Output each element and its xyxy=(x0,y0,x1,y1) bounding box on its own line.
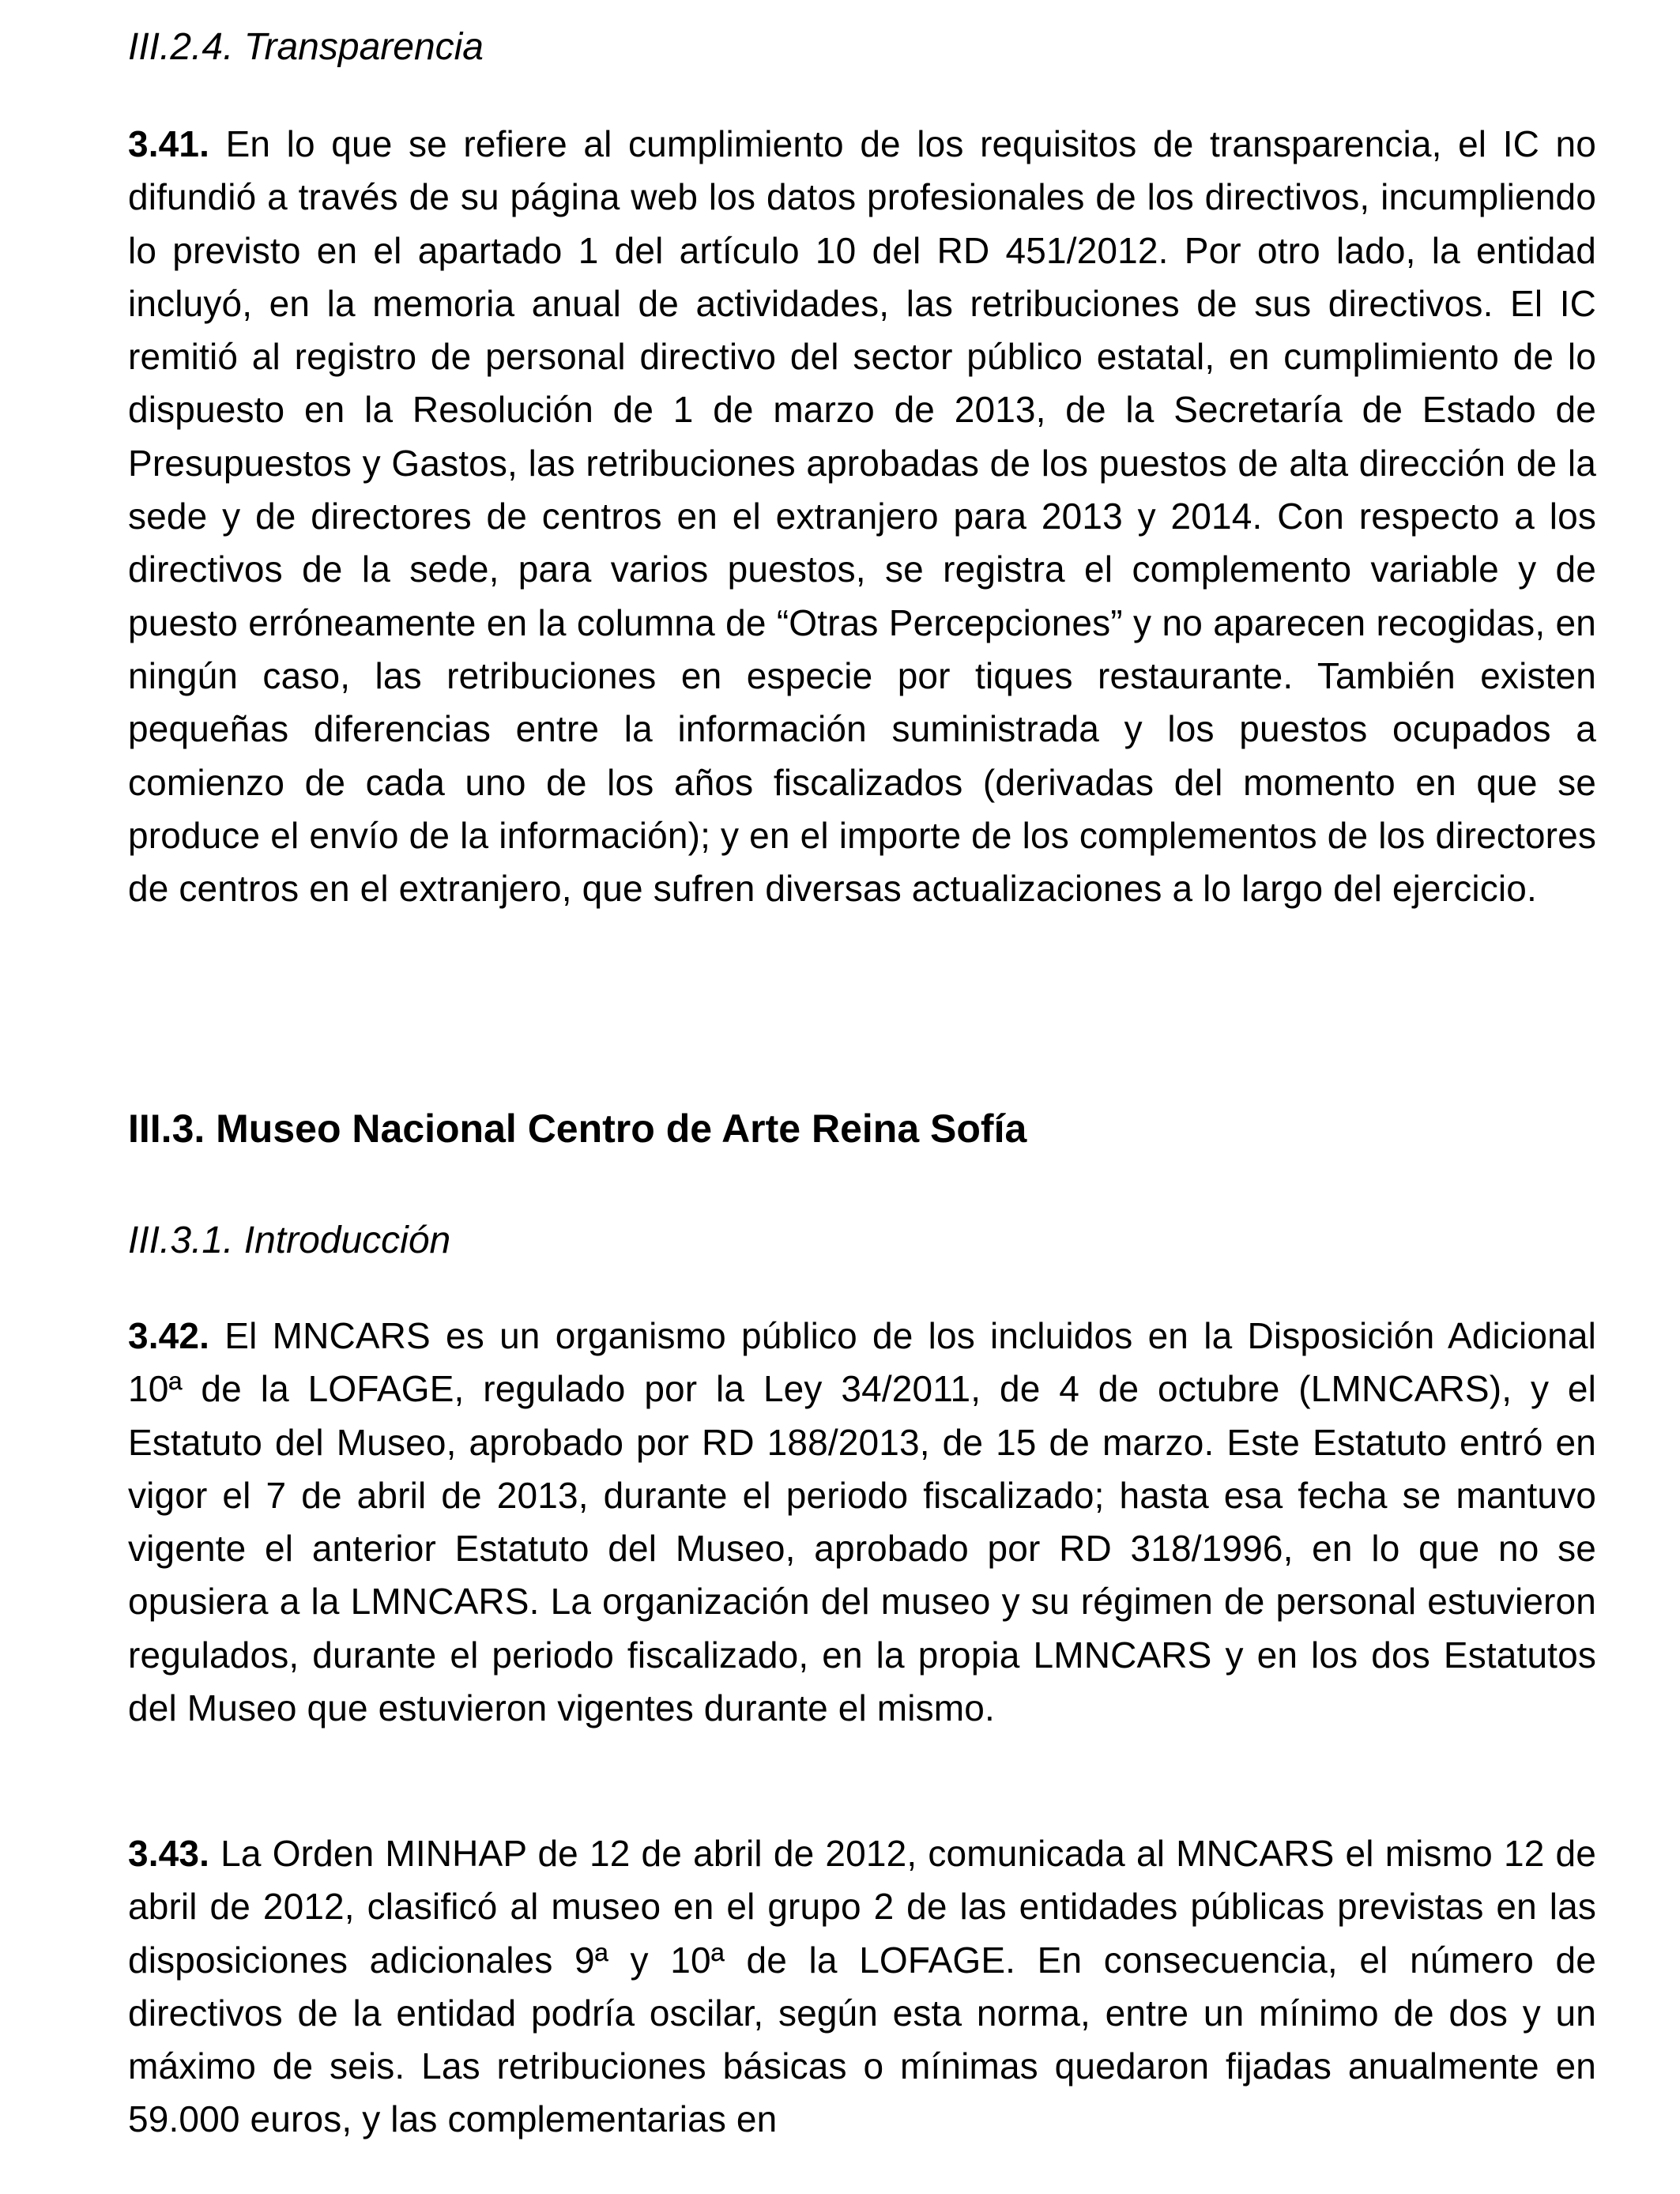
section-heading-museo: III.3. Museo Nacional Centro de Arte Reina Sofía xyxy=(128,1106,1027,1151)
paragraph-text: El MNCARS es un organismo público de los incluidos en la Disposición Adicional 10ª de la LOFAGE, regulado por la Ley 34/2011, de 4 de octubre (LMNCARS), y el Estatuto del Museo, aprobado por RD 188/2013, de 15 de marzo. Este Estatuto entró en vigor el 7 de abril de 2013, durante el periodo fiscalizado; hasta esa fecha se mantuvo vigente el anterior Estatuto del Museo, aprobado por RD 318/1996, en lo que no se opusiera a la LMNCARS. La organización del museo y su régimen de personal estuvieron regulados, durante el periodo fiscalizado, en la propia LMNCARS y en los dos Estatutos del Museo que estuvieron vigentes durante el mismo. xyxy=(128,1315,1596,1729)
paragraph-number: 3.41. xyxy=(128,123,210,164)
paragraph-number: 3.43. xyxy=(128,1833,210,1874)
paragraph-3-43 xyxy=(128,1827,1596,2147)
paragraph-text: En lo que se refiere al cumplimiento de los requisitos de transparencia, el IC no difundió a través de su página web los datos profesionales de los directivos, incumpliendo lo previsto en el apartado 1 del artículo 10 del RD 451/2012. Por otro lado, la entidad incluyó, en la memoria anual de actividades, las retribuciones de sus directivos. El IC remitió al registro de personal directivo del sector público estatal, en cumplimiento de lo dispuesto en la Resolución de 1 de marzo de 2013, de la Secretaría de Estado de Presupuestos y Gastos, las retribuciones aprobadas de los puestos de alta dirección de la sede y de directores de centros en el extranjero para 2013 y 2014. Con respecto a los directivos de la sede, para varios puestos, se registra el complemento variable y de puesto erróneamente en la columna de “Otras Percepciones” y no aparecen recogidas, en ningún caso, las retribuciones en especie por tiques restaurante. También existen pequeñas diferencias entre la información suministrada y los puestos ocupados a comienzo de cada uno de los años fiscalizados (derivadas del momento en que se produce el envío de la información); y en el importe de los complementos de los directores de centros en el extranjero, que sufren diversas actualizaciones a lo largo del ejercicio. xyxy=(128,123,1596,910)
paragraph-3-41 xyxy=(128,118,1596,915)
paragraph-3-42 xyxy=(128,1310,1596,1735)
subheading-transparencia: III.2.4. Transparencia xyxy=(128,26,484,68)
paragraph-number: 3.42. xyxy=(128,1315,210,1356)
paragraph-text: La Orden MINHAP de 12 de abril de 2012, comunicada al MNCARS el mismo 12 de abril de 2012, clasificó al museo en el grupo 2 de las entidades públicas previstas en las disposiciones adicionales 9ª y 10ª de la LOFAGE. En consecuencia, el número de directivos de la entidad podría oscilar, según esta norma, entre un mínimo de dos y un máximo de seis. Las retribuciones básicas o mínimas quedaron fijadas anualmente en 59.000 euros, y las complementarias en xyxy=(128,1833,1596,2140)
subheading-introduccion: III.3.1. Introducción xyxy=(128,1220,451,1261)
